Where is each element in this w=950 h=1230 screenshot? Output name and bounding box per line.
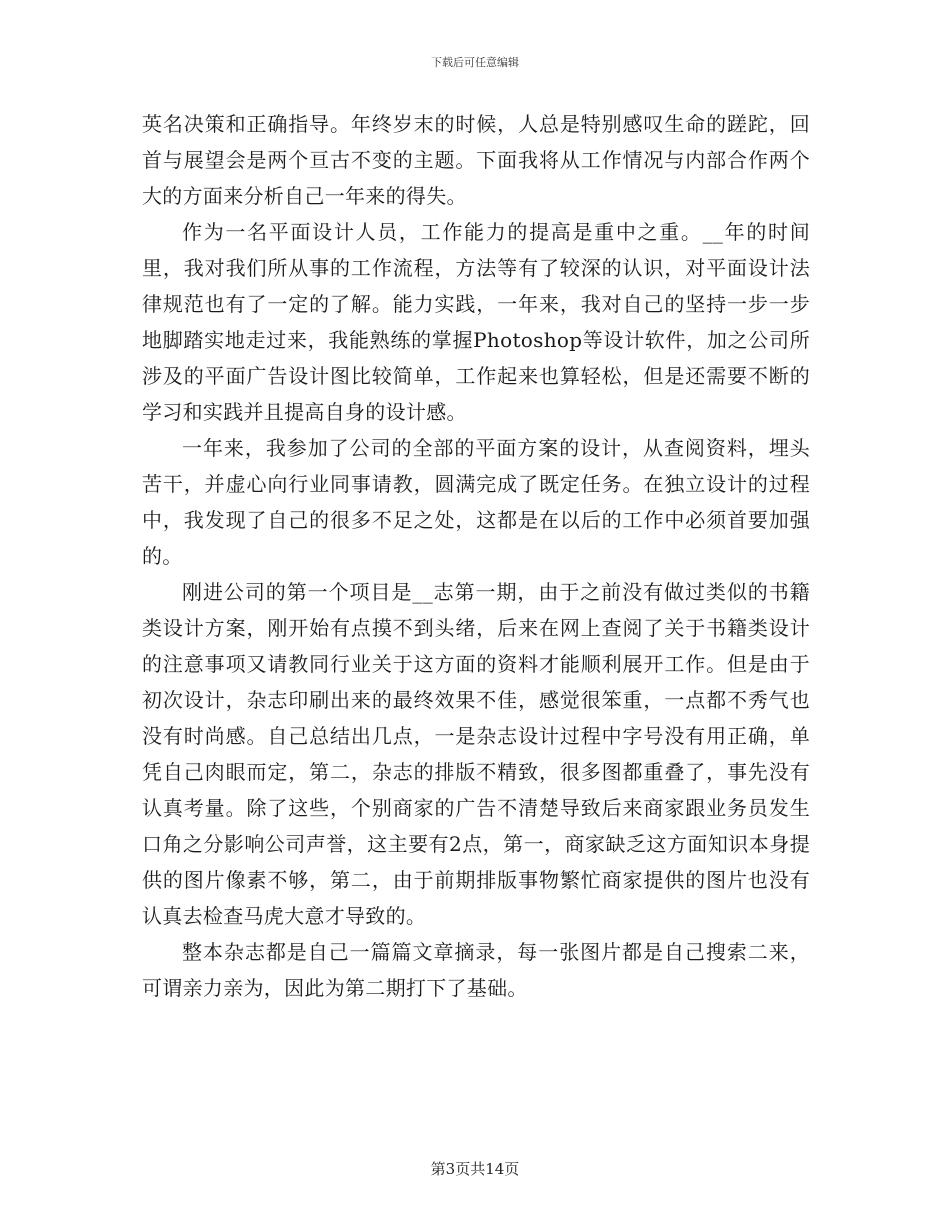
page-header: 下载后可任意编辑 <box>431 56 519 69</box>
page-footer: 第3页共14页 <box>430 1160 520 1178</box>
paragraph-2: 作为一名平面设计人员，工作能力的提高是重中之重。__年的时间里，我对我们所从事的工作流程，方法等有了较深的认识，对平面设计法律规范也有了一定的了解。能力实践，一年来，我对自己的坚持一步一步地脚踏实地走过来，我能熟练的掌握Photoshop等设计软件，加之公司所涉及的平面广告设计图比较简单，工作起来也算轻松，但是还需要不断的学习和实践并且提高自身的设计感。 <box>142 220 810 424</box>
paragraph-4: 刚进公司的第一个项目是__志第一期，由于之前没有做过类似的书籍类设计方案，刚开始有点摸不到头绪，后来在网上查阅了关于书籍类设计的注意事项又请教同行业关于这方面的资料才能顺利展开工作。但是由于初次设计，杂志印刷出来的最终效果不佳，感觉很笨重，一点都不秀气也没有时尚感。自己总结出几点，一是杂志设计过程中字号没有用正确，单凭自己肉眼而定，第二，杂志的排版不精致，很多图都重叠了，事先没有认真考量。除了这些，个别商家的广告不清楚导致后来商家跟业务员发生口角之分影响公司声誉，这主要有2点，第一，商家缺乏这方面知识本身提供的图片像素不够，第二，由于前期排版事物繁忙商家提供的图片也没有认真去检查马虎大意才导致的。 <box>142 580 810 928</box>
paragraph-5: 整本杂志都是自己一篇篇文章摘录，每一张图片都是自己搜索二来，可谓亲力亲为，因此为第二期打下了基础。 <box>142 940 810 1000</box>
paragraph-3: 一年来，我参加了公司的全部的平面方案的设计，从查阅资料，埋头苦干，并虚心向行业同事请教，圆满完成了既定任务。在独立设计的过程中，我发现了自己的很多不足之处，这都是在以后的工作中必须首要加强的。 <box>142 436 810 568</box>
document-body <box>142 106 810 1006</box>
paragraph-1: 英名决策和正确指导。年终岁末的时候，人总是特别感叹生命的蹉跎，回首与展望会是两个亘古不变的主题。下面我将从工作情况与内部合作两个大的方面来分析自己一年来的得失。 <box>142 112 810 208</box>
